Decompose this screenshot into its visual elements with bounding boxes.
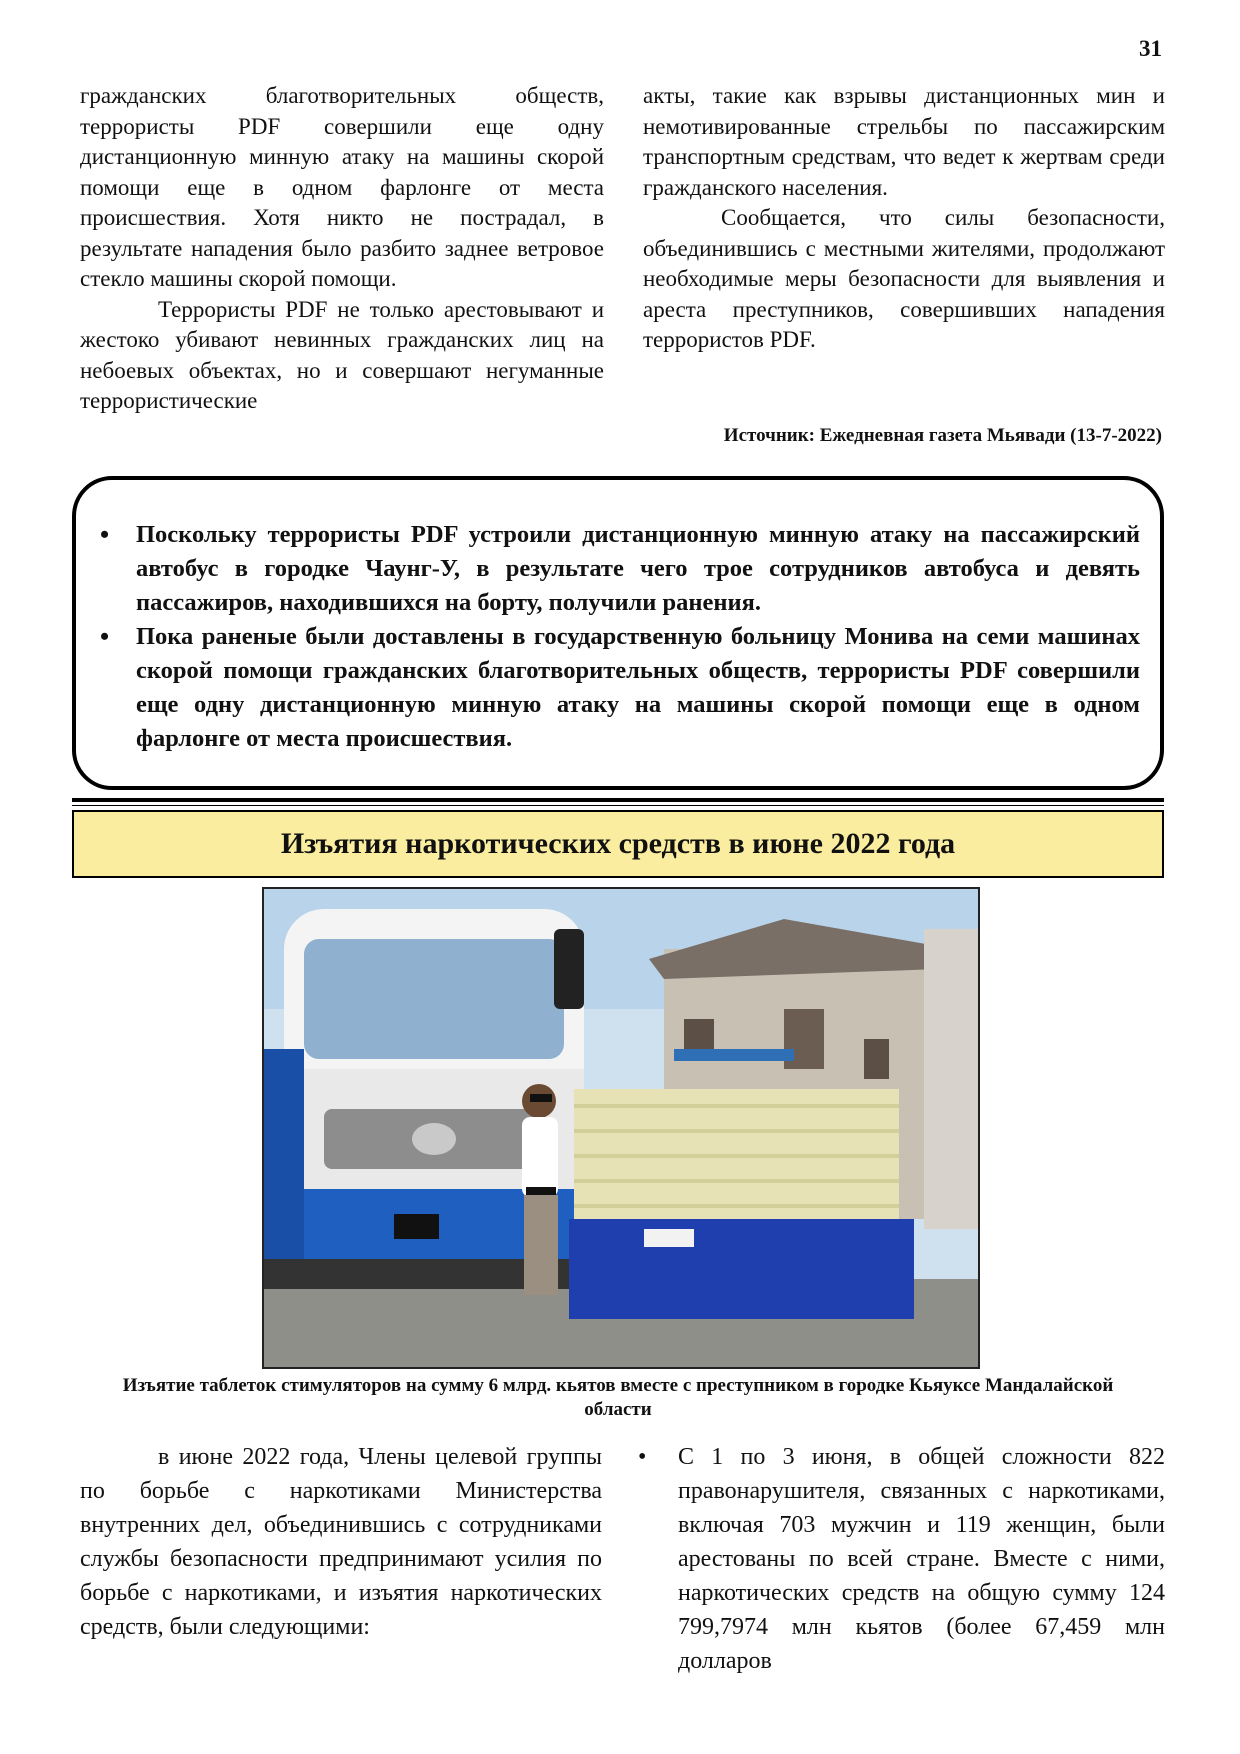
highlight-box [72, 476, 1164, 790]
page-number: 31 [1139, 36, 1162, 61]
seizure-photo [262, 887, 980, 1369]
paragraph: Террористы PDF не только арестовывают и жестоко убивают невинных гражданских лиц на небоевых объектах, но и совершают негуманные террористические [80, 296, 604, 413]
paragraph: С 1 по 3 июня, в общей сложности 822 правонарушителя, связанных с наркотиками, включая 703 мужчин и 119 женщин, были арестованы по всей стране. Вместе с ними, наркотических средств на общую сумму 124 799,7974 млн кьятов (более 67,459 млн долларов [678, 1444, 1165, 1674]
section-title: Изъятия наркотических средств в июне 2022 года [72, 810, 1164, 878]
top-left-column [80, 81, 604, 417]
highlight-bullet: • Поскольку террористы PDF устроили дистанционную минную атаку на пассажирский автобус в городке Чаунг-У, в результате чего трое сотрудников автобуса и девять пассажиров, находившихся на борту, получили ранения. [98, 518, 1140, 620]
paragraph: Сообщается, что силы безопасности, объединившись с местными жителями, продолжают необходимые меры безопасности для выявления и ареста преступников, совершивших нападения террористов PDF. [643, 205, 1165, 352]
highlight-list [98, 518, 1140, 756]
paragraph: в июне 2022 года, Члены целевой группы по борьбе с наркотиками Министерства внутренних дел, объединившись с сотрудниками службы безопасности предпринимают усилия по борьбе с наркотиками, и изъятия наркотических средств, были следующими: [80, 1444, 602, 1640]
photo-caption: Изъятие таблеток стимуляторов на сумму 6 млрд. кьятов вместе с преступником в городке Кьяуксе Мандалайской области [122, 1375, 1114, 1420]
source-citation: Источник: Ежедневная газета Мьявади (13-7-2022) [723, 425, 1162, 446]
bottom-right-column [638, 1440, 1165, 1678]
paragraph: акты, такие как взрывы дистанционных мин и немотивированные стрельбы по пассажирским транспортным средствам, что ведет к жертвам среди гражданского населения. [643, 83, 1165, 200]
highlight-bullet: • Пока раненые были доставлены в государственную больницу Монива на семи машинах скорой помощи гражданских благотворительных обществ, террористы PDF совершили еще одну дистанционную минную атаку на машины скорой помощи еще в одном фарлонге от места происшествия. [98, 620, 1140, 756]
divider-thick [72, 798, 1164, 802]
bottom-left-column [80, 1440, 602, 1644]
bullet-marker: • [638, 1444, 647, 1470]
photo-illustration [264, 889, 978, 1367]
top-right-column [643, 81, 1165, 356]
paragraph: гражданских благотворительных обществ, террористы PDF совершили еще одну дистанционную минную атаку на машины скорой помощи еще в одном фарлонге от места происшествия. Хотя никто не пострадал, в результате нападения было разбито заднее ветровое стекло машины скорой помощи. [80, 83, 604, 291]
divider-thin [72, 805, 1164, 806]
